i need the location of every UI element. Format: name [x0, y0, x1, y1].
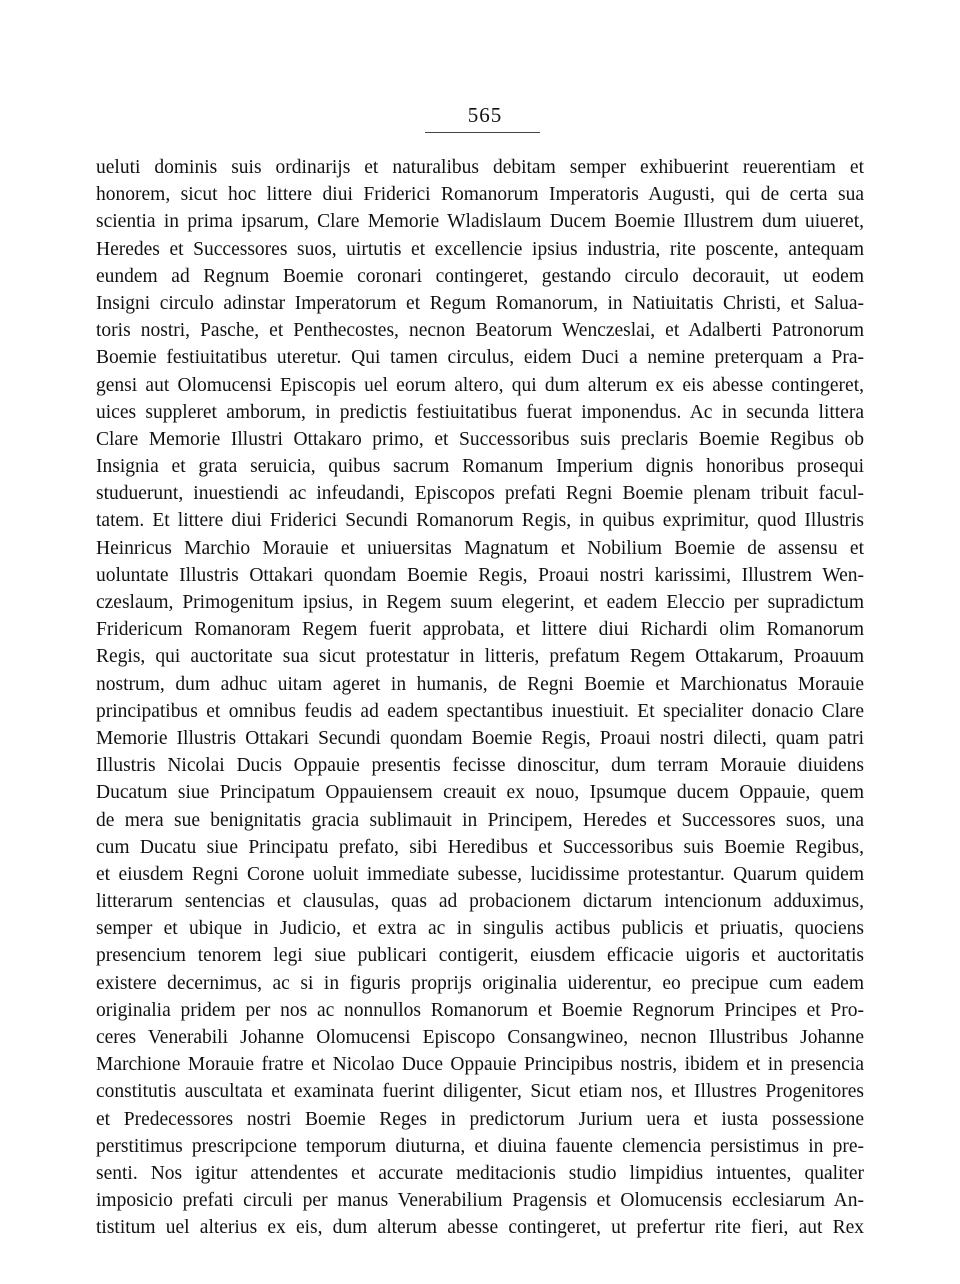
text-line: perstitimus prescripcione temporum diuturna, et diuina fauente clemencia persistimus in pre-: [96, 1135, 864, 1157]
text-line: originalia pridem per nos ac nonnullos Romanorum et Boemie Regnorum Principes et Pro-: [96, 999, 864, 1021]
text-line: senti. Nos igitur attendentes et accurate meditacionis studio limpidius intuentes, qualiter: [96, 1162, 864, 1184]
text-line: Fridericum Romanoram Regem fuerit approbata, et littere diui Richardi olim Romanorum: [96, 619, 864, 641]
text-line: Heredes et Successores suos, uirtutis et excellencie ipsius industria, rite poscente, antequam: [96, 238, 864, 260]
text-line: Marchione Morauie fratre et Nicolao Duce Oppauie Principibus nostris, ibidem et in presencia: [96, 1054, 864, 1076]
text-line: tistitum uel alterius ex eis, dum alterum abesse contingeret, ut prefertur rite fieri, aut Rex: [96, 1217, 864, 1239]
text-line: eundem ad Regnum Boemie coronari contingeret, gestando circulo decorauit, ut eodem: [96, 265, 864, 287]
text-line: tatem. Et littere diui Friderici Secundi Romanorum Regis, in quibus exprimitur, quod Illustris: [96, 510, 864, 532]
text-line: Insignia et grata seruicia, quibus sacrum Romanum Imperium dignis honoribus prosequi: [96, 456, 864, 478]
text-line: Insigni circulo adinstar Imperatorum et Regum Romanorum, in Natiuitatis Christi, et Salua-: [96, 292, 864, 314]
text-line: semper et ubique in Judicio, et extra ac in singulis actibus publicis et priuatis, quociens: [96, 918, 864, 940]
text-line: uices suppleret amborum, in predictis festiuitatibus fuerat imponendus. Ac in secunda littera: [96, 401, 864, 423]
text-line: czeslaum, Primogenitum ipsius, in Regem suum elegerint, et eadem Eleccio per supradictum: [96, 592, 864, 613]
text-line: existere decernimus, ac si in figuris proprijs originalia uiderentur, eo precipue cum eadem: [96, 972, 864, 994]
text-line: ueluti dominis suis ordinarijs et naturalibus debitam semper exhibuerint reuerentiam et: [96, 157, 864, 178]
text-line: nostrum, dum adhuc uitam ageret in humanis, de Regni Boemie et Marchionatus Morauie: [96, 673, 864, 695]
text-line: studuerunt, inuestiendi ac infeudandi, Episcopos prefati Regni Boemie plenam tribuit facul-: [96, 483, 864, 505]
text-line: principatibus et omnibus feudis ad eadem spectantibus inuestiuit. Et specialiter donacio Clare: [96, 700, 864, 722]
text-line: constitutis auscultata et examinata fuerint diligenter, Sicut etiam nos, et Illustres Progenitores: [96, 1081, 864, 1103]
text-line: imposicio prefati circuli per manus Venerabilium Pragensis et Olomucensis ecclesiarum An-: [96, 1190, 864, 1212]
text-line: Illustris Nicolai Ducis Oppauie presentis fecisse dinoscitur, dum terram Morauie diuidens: [96, 755, 864, 777]
text-line: de mera sue benignitatis gracia sublimauit in Principem, Heredes et Successores suos, una: [96, 809, 864, 831]
page-number: 565: [467, 103, 503, 127]
text-line: Boemie festiuitatibus uteretur. Qui tamen circulus, eidem Duci a nemine preterquam a Pra-: [96, 347, 864, 369]
text-line: scientia in prima ipsarum, Clare Memorie Wladislaum Ducem Boemie Illustrem dum uiueret,: [96, 211, 864, 233]
text-line: uoluntate Illustris Ottakari quondam Boemie Regis, Proaui nostri karissimi, Illustrem Wen-: [96, 564, 864, 586]
text-line: toris nostri, Pasche, et Penthecostes, necnon Beatorum Wenczeslai, et Adalberti Patronorum: [96, 320, 864, 342]
text-line: et eiusdem Regni Corone uoluit immediate subesse, lucidissime protestantur. Quarum quidem: [96, 863, 864, 885]
header-rule: [425, 132, 540, 133]
text-line: Clare Memorie Illustri Ottakaro primo, et Successoribus suis preclaris Boemie Regibus ob: [96, 428, 864, 450]
text-line: et Predecessores nostri Boemie Reges in predictorum Jurium uera et iusta possessione: [96, 1108, 864, 1130]
text-line: Ducatum siue Principatum Oppauiensem creauit ex nouo, Ipsumque ducem Oppauie, quem: [96, 782, 864, 804]
text-line: ceres Venerabili Johanne Olomucensi Episcopo Consangwineo, necnon Illustribus Johanne: [96, 1027, 864, 1048]
text-line: Regis, qui auctoritate sua sicut protestatur in litteris, prefatum Regem Ottakarum, Proauum: [96, 646, 864, 668]
text-line: honorem, sicut hoc littere diui Friderici Romanorum Imperatoris Augusti, qui de certa sua: [96, 184, 864, 206]
text-line: litterarum sentencias et clausulas, quas ad probacionem dictarum intencionum adduximus,: [96, 891, 864, 913]
text-line: cum Ducatu siue Principatu prefato, sibi Heredibus et Successoribus suis Boemie Regibus,: [96, 836, 864, 858]
text-line: Heinricus Marchio Morauie et uniuersitas Magnatum et Nobilium Boemie de assensu et: [96, 537, 864, 559]
text-line: presencium tenorem legi siue publicari contigerit, eiusdem efficacie uigoris et auctoritatis: [96, 945, 864, 967]
body-text: [96, 154, 864, 1242]
text-line: Memorie Illustris Ottakari Secundi quondam Boemie Regis, Proaui nostri dilecti, quam patri: [96, 727, 864, 749]
text-line: gensi aut Olomucensi Episcopis uel eorum altero, qui dum alterum ex eis abesse contingeret,: [96, 374, 864, 396]
